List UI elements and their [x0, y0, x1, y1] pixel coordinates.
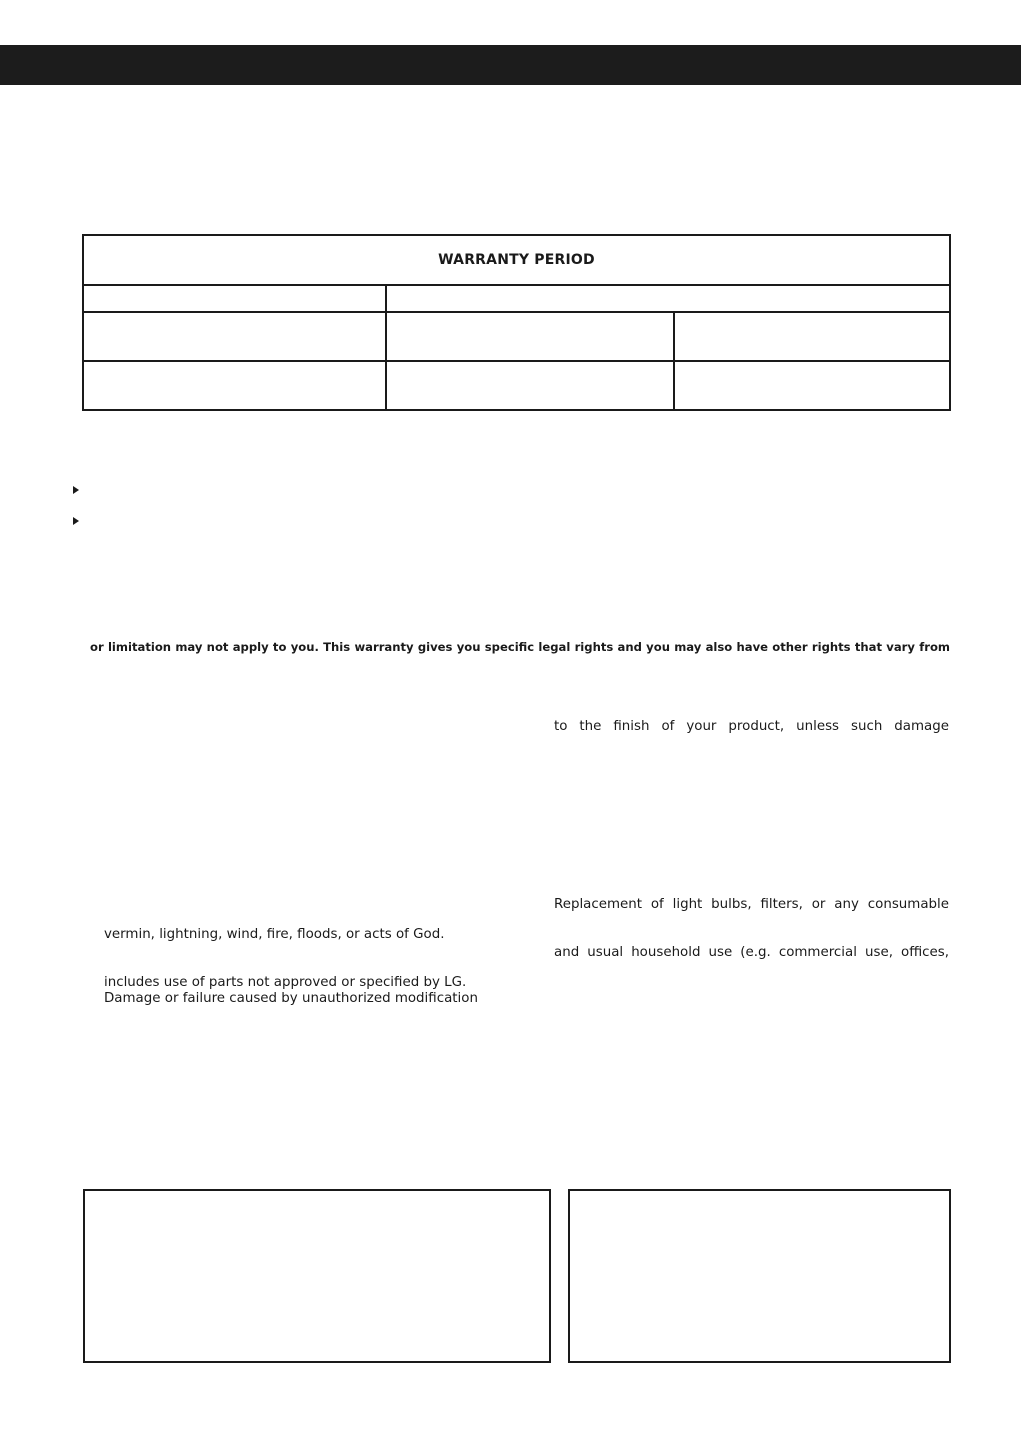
right-column-line: Replacement of light bulbs, filters, or any consumable	[554, 897, 949, 912]
contact-box-left	[83, 1189, 551, 1363]
warranty-table-title: WARRANTY PERIOD	[438, 252, 595, 268]
header-bar	[0, 45, 1021, 85]
table-rule	[84, 311, 949, 313]
warranty-period-table	[82, 234, 951, 411]
left-column-line: Damage or failure caused by unauthorized modification	[104, 991, 478, 1006]
contact-box-right	[568, 1189, 951, 1363]
right-column-line: and usual household use (e.g. commercial use, offices,	[554, 945, 949, 960]
table-rule	[84, 284, 949, 286]
table-rule	[385, 284, 387, 411]
legal-rights-text: or limitation may not apply to you. This warranty gives you specific legal rights and you may also have other rights that vary from	[90, 640, 950, 654]
bullet-arrow-icon	[73, 486, 79, 494]
right-column-line: to the finish of your product, unless such damage	[554, 719, 949, 734]
left-column-line: vermin, lightning, wind, fire, floods, or acts of God.	[104, 927, 445, 942]
table-rule	[673, 313, 675, 411]
table-rule	[84, 360, 949, 362]
bullet-arrow-icon	[73, 517, 79, 525]
left-column-line: includes use of parts not approved or specified by LG.	[104, 975, 467, 990]
